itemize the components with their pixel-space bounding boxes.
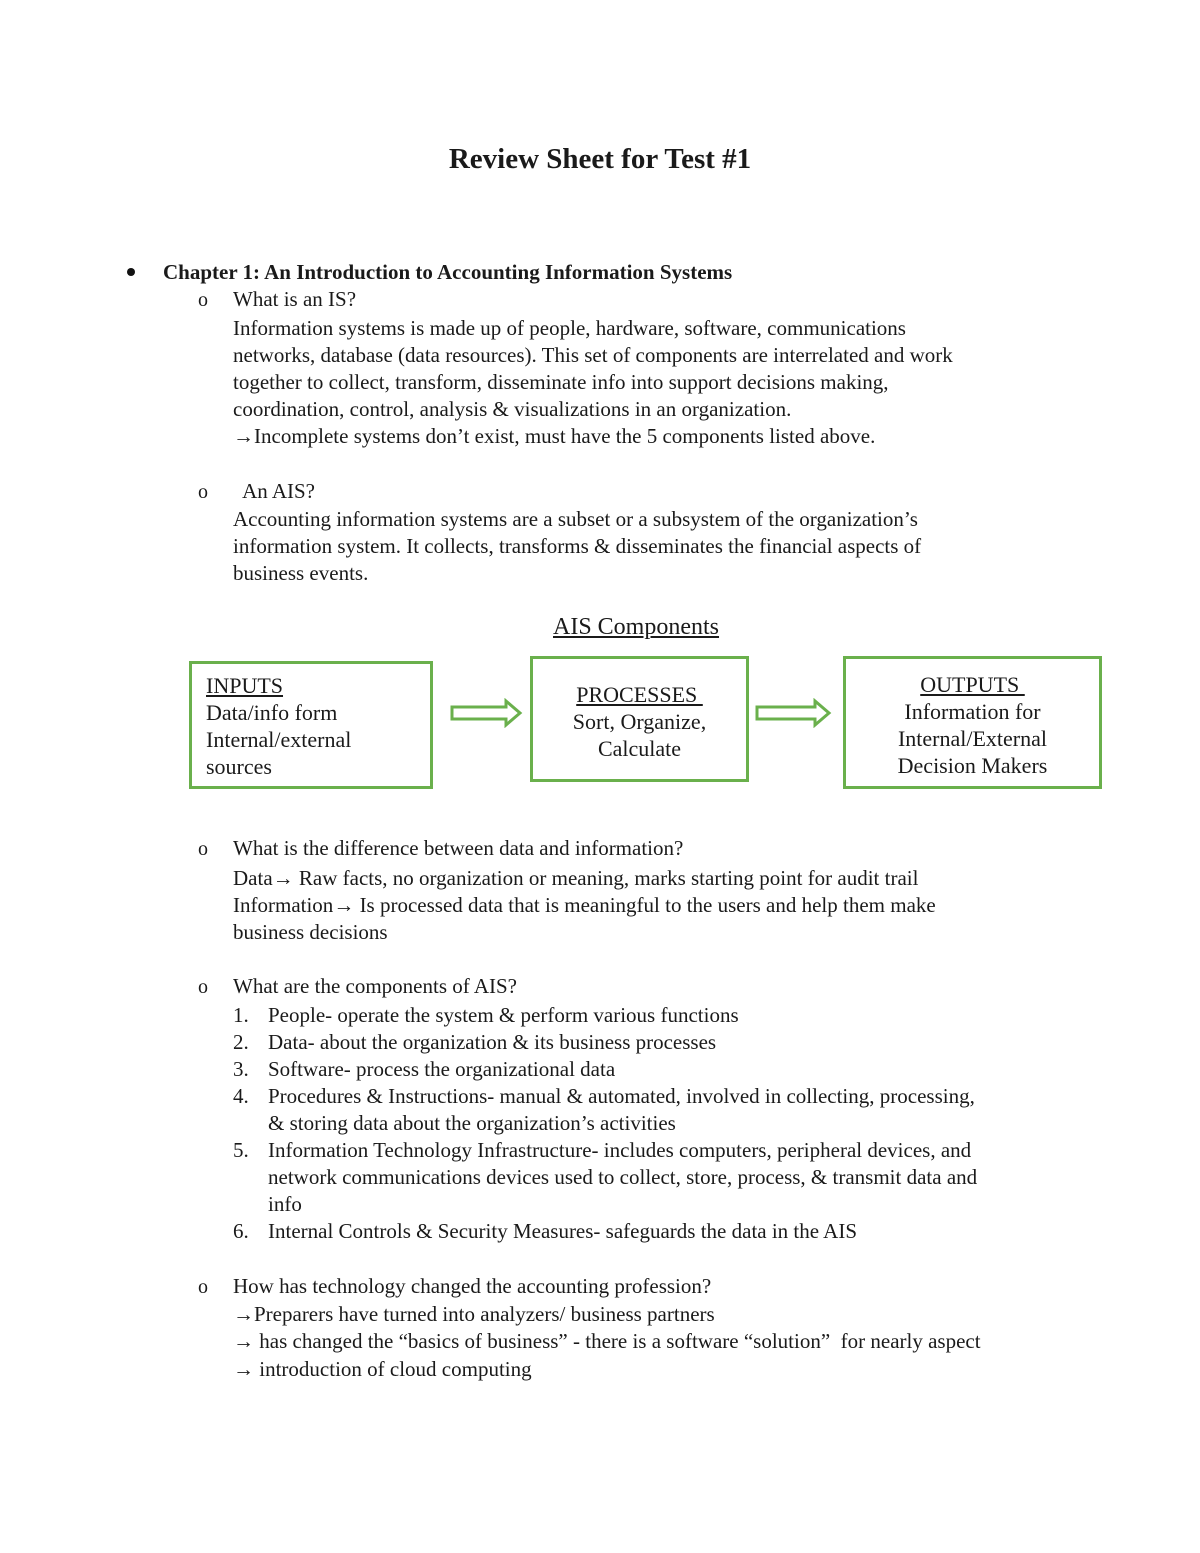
answer-line: coordination, control, analysis & visualizations in an organization. bbox=[233, 397, 792, 421]
list-number: 5. bbox=[233, 1138, 249, 1162]
answer-arrow-line: →Preparers have turned into analyzers/ business partners bbox=[233, 1302, 715, 1326]
right-arrow-icon: → bbox=[233, 1357, 254, 1381]
question-ais: An AIS? bbox=[238, 479, 316, 503]
sub-bullet-icon: o bbox=[198, 1276, 208, 1298]
box-line: Information for bbox=[904, 699, 1041, 724]
answer-line: Information→ Is processed data that is meaningful to the users and help them make bbox=[233, 893, 936, 917]
answer-arrow-line: → has changed the “basics of business” - there is a software “solution” for nearly aspect bbox=[233, 1329, 981, 1353]
list-item: Information Technology Infrastructure- includes computers, peripheral devices, and bbox=[268, 1138, 972, 1162]
question-components: What are the components of AIS? bbox=[233, 974, 517, 998]
right-arrow-icon: → bbox=[333, 893, 355, 917]
box-line: Internal/external bbox=[206, 727, 352, 752]
sub-bullet-icon: o bbox=[198, 481, 208, 503]
answer-line: Accounting information systems are a subset or a subsystem of the organization’s bbox=[233, 507, 918, 531]
answer-line: business events. bbox=[233, 561, 369, 585]
answer-line: together to collect, transform, disseminate info into support decisions making, bbox=[233, 370, 889, 394]
outputs-box bbox=[843, 656, 1102, 789]
chapter-heading: Chapter 1: An Introduction to Accounting Information Systems bbox=[163, 260, 733, 284]
box-line: Decision Makers bbox=[897, 753, 1048, 778]
answer-line: information system. It collects, transforms & disseminates the financial aspects of bbox=[233, 534, 922, 558]
bullet-icon bbox=[127, 268, 135, 276]
diagram-title: AIS Components bbox=[553, 614, 720, 640]
processes-box bbox=[530, 656, 749, 782]
list-item: Procedures & Instructions- manual & automated, involved in collecting, processing, bbox=[268, 1084, 975, 1108]
right-arrow-icon: → bbox=[233, 1302, 254, 1326]
list-item-cont: info bbox=[268, 1192, 302, 1216]
right-arrow-icon: → bbox=[233, 424, 254, 448]
list-number: 6. bbox=[233, 1219, 249, 1243]
inputs-box bbox=[189, 661, 433, 789]
sub-bullet-icon: o bbox=[198, 976, 208, 998]
list-number: 2. bbox=[233, 1030, 249, 1054]
box-line: Data/info form bbox=[206, 700, 338, 725]
right-arrow-icon: → bbox=[233, 1329, 254, 1353]
answer-line: networks, database (data resources). This set of components are interrelated and work bbox=[233, 343, 953, 367]
box-heading: INPUTS bbox=[206, 673, 284, 698]
list-item: Software- process the organizational data bbox=[268, 1057, 616, 1081]
answer-line: Data→ Raw facts, no organization or meaning, marks starting point for audit trail bbox=[233, 866, 919, 890]
answer-arrow-line: →Incomplete systems don’t exist, must have the 5 components listed above. bbox=[233, 424, 876, 448]
right-arrow-icon: → bbox=[272, 866, 294, 890]
flow-arrow-icon bbox=[450, 698, 524, 728]
answer-line: business decisions bbox=[233, 920, 388, 944]
list-item-cont: & storing data about the organization’s activities bbox=[268, 1111, 676, 1135]
question-data-info: What is the difference between data and information? bbox=[233, 836, 684, 860]
answer-line: Information systems is made up of people, hardware, software, communications bbox=[233, 316, 906, 340]
list-item-cont: network communications devices used to collect, store, process, & transmit data and bbox=[268, 1165, 978, 1189]
list-number: 4. bbox=[233, 1084, 249, 1108]
list-item: People- operate the system & perform various functions bbox=[268, 1003, 739, 1027]
box-line: Internal/External bbox=[897, 726, 1048, 751]
question-is: What is an IS? bbox=[233, 287, 357, 311]
list-number: 1. bbox=[233, 1003, 249, 1027]
box-heading: OUTPUTS bbox=[920, 672, 1025, 697]
sub-bullet-icon: o bbox=[198, 838, 208, 860]
list-number: 3. bbox=[233, 1057, 249, 1081]
answer-arrow-line: → introduction of cloud computing bbox=[233, 1357, 532, 1381]
sub-bullet-icon: o bbox=[198, 289, 208, 311]
box-line: sources bbox=[206, 754, 272, 779]
box-heading: PROCESSES bbox=[576, 682, 703, 707]
page-title: Review Sheet for Test #1 bbox=[448, 143, 752, 175]
list-item: Data- about the organization & its business processes bbox=[268, 1030, 717, 1054]
box-line: Sort, Organize, bbox=[572, 709, 707, 734]
question-technology: How has technology changed the accounting profession? bbox=[233, 1274, 712, 1298]
flow-arrow-icon bbox=[755, 698, 833, 728]
list-item: Internal Controls & Security Measures- safeguards the data in the AIS bbox=[268, 1219, 858, 1243]
box-line: Calculate bbox=[597, 736, 682, 761]
